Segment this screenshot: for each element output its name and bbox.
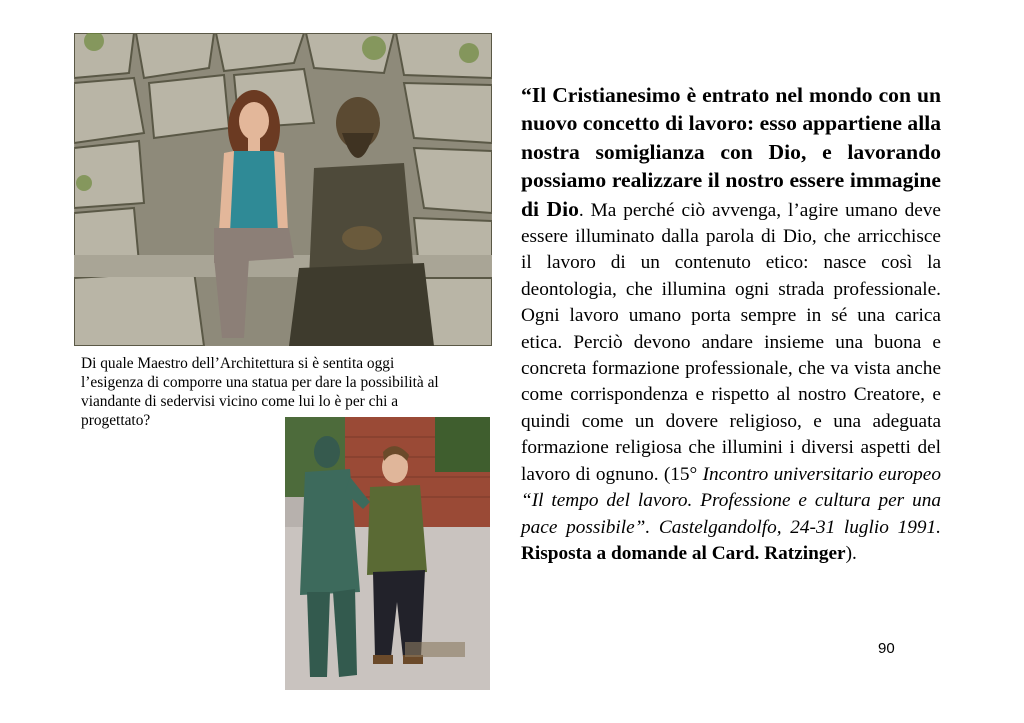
photo-caption: Di quale Maestro dell’Architettura si è sentita oggi l’esigenza di comporre una statua per dare la possibilità al viandante di sedervisi vicino come lui lo è per chi a progettato? [81, 355, 439, 429]
photo-man-with-statue [285, 417, 490, 690]
photo-woman-with-statue [74, 33, 492, 346]
quote-closing: ). [845, 542, 857, 564]
quote-bold-lead: “Il Cristianesimo è entrato nel mondo con un nuovo concetto di lavoro: esso appartiene alla nostra somiglianza con Dio, e lavorando possiamo realizzare il nostro essere immagine di Dio [521, 83, 941, 221]
quote-citation-bold: Risposta a domande al Card. Ratzinger [521, 542, 846, 564]
quote-citation-italic: Incontro universitario europeo “Il tempo del lavoro. Professione e cultura per una pace possibile”. Castelgandolfo, 24-31 luglio 1991. [521, 463, 941, 538]
page-number: 90 [878, 640, 895, 657]
quote-text [521, 82, 941, 567]
quote-body: . Ma perché ciò avvenga, l’agire umano deve essere illuminato dalla parola di Dio, che arricchisce il lavoro di un contenuto etico: nasce così la deontologia, che illumina ogni strada professionale. Ogni lavoro umano porta sempre in sé una carica etica. Perciò devono andare insieme una buona e concreta formazione professionale, che va vista anche come corrispondenza e rispetto al nostro Creatore, e quindi come un dovere religioso, e una adeguata formazione religiosa che illumini i diversi aspetti del lavoro di ognuno. (15° [521, 199, 941, 485]
